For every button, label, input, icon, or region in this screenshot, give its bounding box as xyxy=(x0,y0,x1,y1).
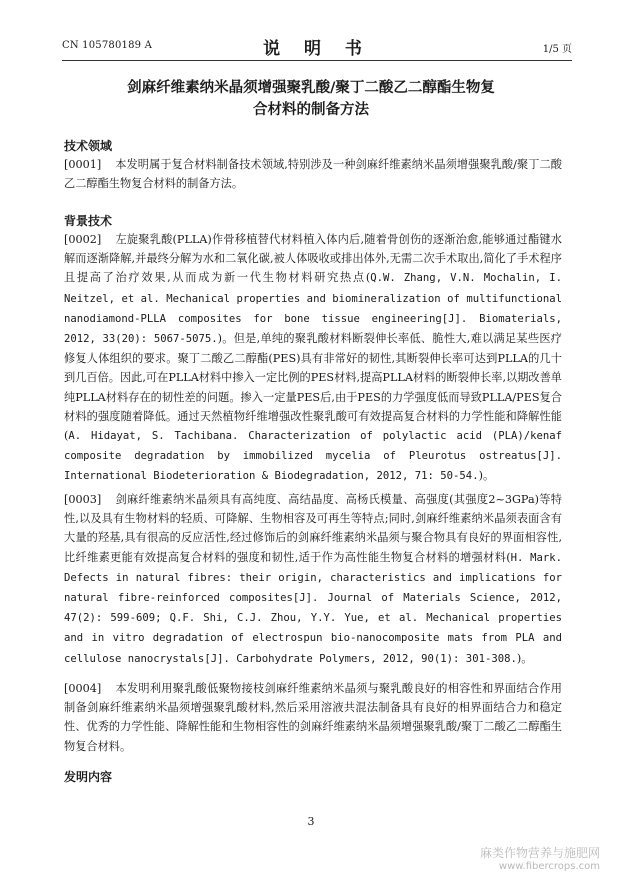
section-heading-tech-field: 技术领域 xyxy=(64,139,113,153)
citation-reference: Q.W. Zhang, V.N. Mochalin, I. Neitzel, et al. Mechanical properties and biomineralization of multifunctional nanodiamond-PLLA composites for bone tissue engineering[J]. Biomaterials, 2012, 33(20): 5067-5075. xyxy=(64,272,562,346)
patent-number: CN 105780189 A xyxy=(62,40,153,51)
section-heading-background: 背景技术 xyxy=(64,214,113,228)
citation-reference: H. Mark. Defects in natural fibres: their origin, characteristics and implications for natural fibre-reinforced composites[J]. Journal of Materials Science, 2012, 47(2): 599-609; Q.F. Shi, C.J. Zhou, Y.Y. Yue, et al. Mechanical properties and in vitro degradation of electrospun bio-nanocomposite mats from PLA and cellulose nanocrystals[J]. Carbohydrate Polymers, 2012, 90(1): 301-308. xyxy=(64,551,562,665)
paragraph-0002 xyxy=(64,230,562,487)
paragraph-number: [0003] xyxy=(64,493,102,506)
paragraph-text: 本发明利用聚乳酸低聚物接枝剑麻纤维素纳米晶须与聚乳酸良好的相容性和界面结合作用制备剑麻纤维素纳米晶须增强聚乳酸材料,然后采用溶液共混法制备具有良好的相界面结合力和稳定性、优秀的力学性能、降解性能和生物相容性的剑麻纤维素纳米晶须增强聚乳酸/聚丁二酸乙二醇酯生物复合材料。 xyxy=(64,682,562,753)
document-title xyxy=(70,77,552,121)
paragraph-text: )。 xyxy=(516,651,533,665)
citation-reference: A. Hidayat, S. Tachibana. Characterization of polylactic acid (PLA)/kenaf composite degradation by immobilized mycelia of Pleurotus ostreatus[J]. International Biodeterioration & Biodegradation, 2012, 71: 50-54. xyxy=(64,430,562,483)
page-number: 3 xyxy=(307,815,315,828)
watermark-line-2: www.fibercrops.com xyxy=(498,861,600,872)
paragraph-0003 xyxy=(64,490,562,669)
title-line-2: 合材料的制备方法 xyxy=(253,102,369,118)
paragraph-text: 剑麻纤维素纳米晶须具有高纯度、高结晶度、高杨氏模量、高强度(其强度2~3GPa)等特性,以及具有生物材料的轻质、可降解、生物相容及可再生等特点;同时,剑麻纤维素纳米晶须表面含有大量的羟基,具有很高的反应活性,经过修饰后的剑麻纤维素纳米晶须与聚合物具有良好的界面相容性,比纤维素更能有效提高复合材料的强度和韧性,适于作为高性能生物复合材料的增强材料( xyxy=(64,493,562,564)
title-line-1: 剑麻纤维素纳米晶须增强聚乳酸/聚丁二酸乙二醇酯生物复 xyxy=(127,80,495,96)
paragraph-number: [0001] xyxy=(64,158,102,171)
paragraph-0001 xyxy=(64,155,562,193)
header-divider xyxy=(62,60,572,61)
paragraph-0004 xyxy=(64,679,562,756)
page-header xyxy=(62,34,572,59)
paragraph-text: )。但是,单纯的聚乳酸材料断裂伸长率低、脆性大,难以满足某些医疗修复人体组织的要求。聚丁二酸乙二醇酯(PES)具有非常好的韧性,其断裂伸长率可达到PLLA的几十到几百倍。因此,可在PLLA材料中掺入一定比例的PES材料,提高PLLA材料的断裂伸长率,以期改善单纯PLLA材料存在的韧性差的问题。掺入一定量PES后,由于PES的力学强度低而导致PLLA/PES复合材料的强度随着降低。通过天然植物纤维增强改性聚乳酸可有效提高复合材料的力学性能和降解性能( xyxy=(64,332,562,443)
page-indicator: 1/5 页 xyxy=(542,44,572,55)
document-type: 说 明 书 xyxy=(263,39,371,59)
paragraph-number: [0004] xyxy=(64,682,102,695)
paragraph-text: 左旋聚乳酸(PLLA)作骨移植替代材料植入体内后,随着骨创伤的逐渐治愈,能够通过酯键水解而逐渐降解,并最终分解为水和二氧化碳,被人体吸收或排出体外,无需二次手术取出,简化了手术程序且提高了治疗效果,从而成为新一代生物材料研究热点( xyxy=(64,233,562,285)
paragraph-text: )。 xyxy=(478,469,495,483)
watermark-line-1: 麻类作物营养与施肥网 xyxy=(479,846,600,860)
site-watermark xyxy=(480,846,600,874)
section-heading-invention: 发明内容 xyxy=(64,770,113,784)
paragraph-number: [0002] xyxy=(64,233,102,246)
paragraph-text: 本发明属于复合材料制备技术领域,特别涉及一种剑麻纤维素纳米晶须增强聚乳酸/聚丁二酸乙二醇酯生物复合材料的制备方法。 xyxy=(64,158,562,191)
